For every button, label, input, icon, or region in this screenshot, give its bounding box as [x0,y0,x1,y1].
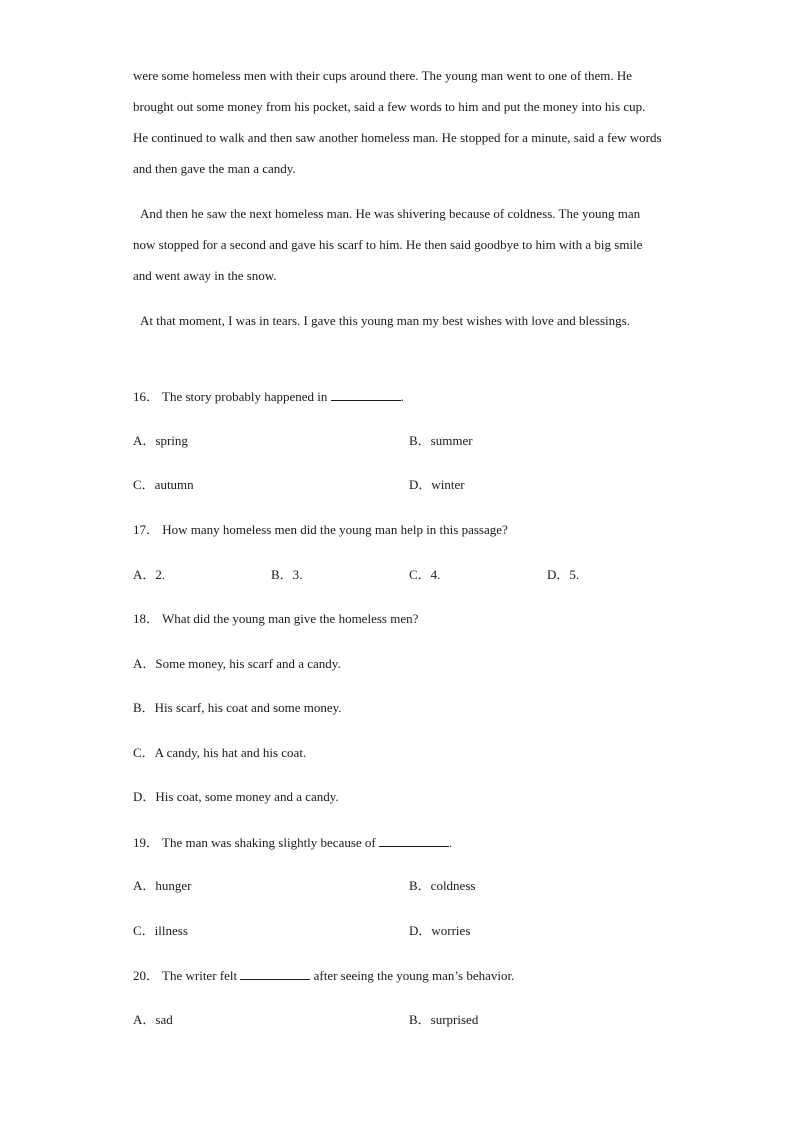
question-19 [133,834,452,851]
option-17-c [409,567,440,583]
option-text: summer [430,433,473,448]
option-17-a [133,567,165,583]
option-letter: B． [271,567,293,582]
option-letter: A． [133,656,156,671]
option-20-a [133,1012,173,1028]
option-19-a [133,878,192,894]
option-letter: C． [409,567,431,582]
option-text: hunger [155,878,192,893]
option-letter: B． [133,700,155,715]
option-text: winter [431,477,465,492]
question-stem: What did the young man give the homeless men? [162,611,419,626]
question-stem: The story probably happened in [162,389,328,404]
option-18-a [133,656,341,672]
option-18-c [133,745,306,761]
option-text: sad [155,1012,173,1027]
answer-blank [240,967,310,980]
option-text: 5. [569,567,580,582]
question-stem: The writer felt [162,968,238,983]
option-text: autumn [154,477,194,492]
option-text: Some money, his scarf and a candy. [155,656,341,671]
option-text: His scarf, his coat and some money. [154,700,342,715]
option-20-b [409,1012,478,1028]
option-letter: B． [409,1012,431,1027]
question-18 [133,611,418,627]
option-text: worries [431,923,471,938]
option-16-c [133,477,194,493]
option-16-d [409,477,465,493]
option-text: His coat, some money and a candy. [155,789,339,804]
option-letter: A． [133,433,156,448]
question-stem-end: after seeing the young man’s behavior. [313,968,515,983]
question-stem-end: . [449,835,453,850]
question-stem: How many homeless men did the young man help in this passage? [162,522,508,537]
question-number: 16． [133,389,160,404]
option-text: spring [155,433,188,448]
option-19-b [409,878,475,894]
option-16-b [409,433,473,449]
option-letter: D． [409,923,432,938]
option-letter: B． [409,433,431,448]
option-letter: C． [133,745,155,760]
option-letter: B． [409,878,431,893]
option-18-d [133,789,339,805]
question-number: 17． [133,522,160,537]
option-text: coldness [430,878,476,893]
option-text: 4. [430,567,441,582]
option-letter: D． [409,477,432,492]
passage-paragraph-2: And then he saw the next homeless man. He was shivering because of coldness. The young man now stopped for a second and gave his scarf to him. He then said goodbye to him with a big smile and went away in the snow. [133,206,643,283]
option-17-b [271,567,302,583]
question-stem-end: . [400,389,404,404]
question-number: 19． [133,835,160,850]
option-text: surprised [430,1012,479,1027]
option-letter: A． [133,878,156,893]
option-16-a [133,433,188,449]
option-17-d [547,567,579,583]
option-text: 2. [155,567,166,582]
answer-blank [379,834,449,847]
option-letter: C． [133,477,155,492]
option-text: 3. [292,567,303,582]
question-number: 20． [133,968,160,983]
option-19-d [409,923,470,939]
option-text: A candy, his hat and his coat. [154,745,307,760]
option-19-c [133,923,188,939]
question-number: 18． [133,611,160,626]
option-letter: A． [133,1012,156,1027]
question-16 [133,388,404,405]
passage-paragraph-3: At that moment, I was in tears. I gave this young man my best wishes with love and blessings. [140,313,630,328]
option-letter: A． [133,567,156,582]
passage-paragraph-1: were some homeless men with their cups around there. The young man went to one of them. He brought out some money from his pocket, said a few words to him and put the money into his cup. He continued to walk and then saw another homeless man. He stopped for a minute, said a few words and then gave the man a candy. [133,68,662,176]
question-17 [133,522,508,538]
question-20 [133,967,514,984]
option-text: illness [154,923,188,938]
option-18-b [133,700,342,716]
option-letter: D． [547,567,570,582]
option-letter: D． [133,789,156,804]
option-letter: C． [133,923,155,938]
answer-blank [331,388,401,401]
question-stem: The man was shaking slightly because of [162,835,376,850]
